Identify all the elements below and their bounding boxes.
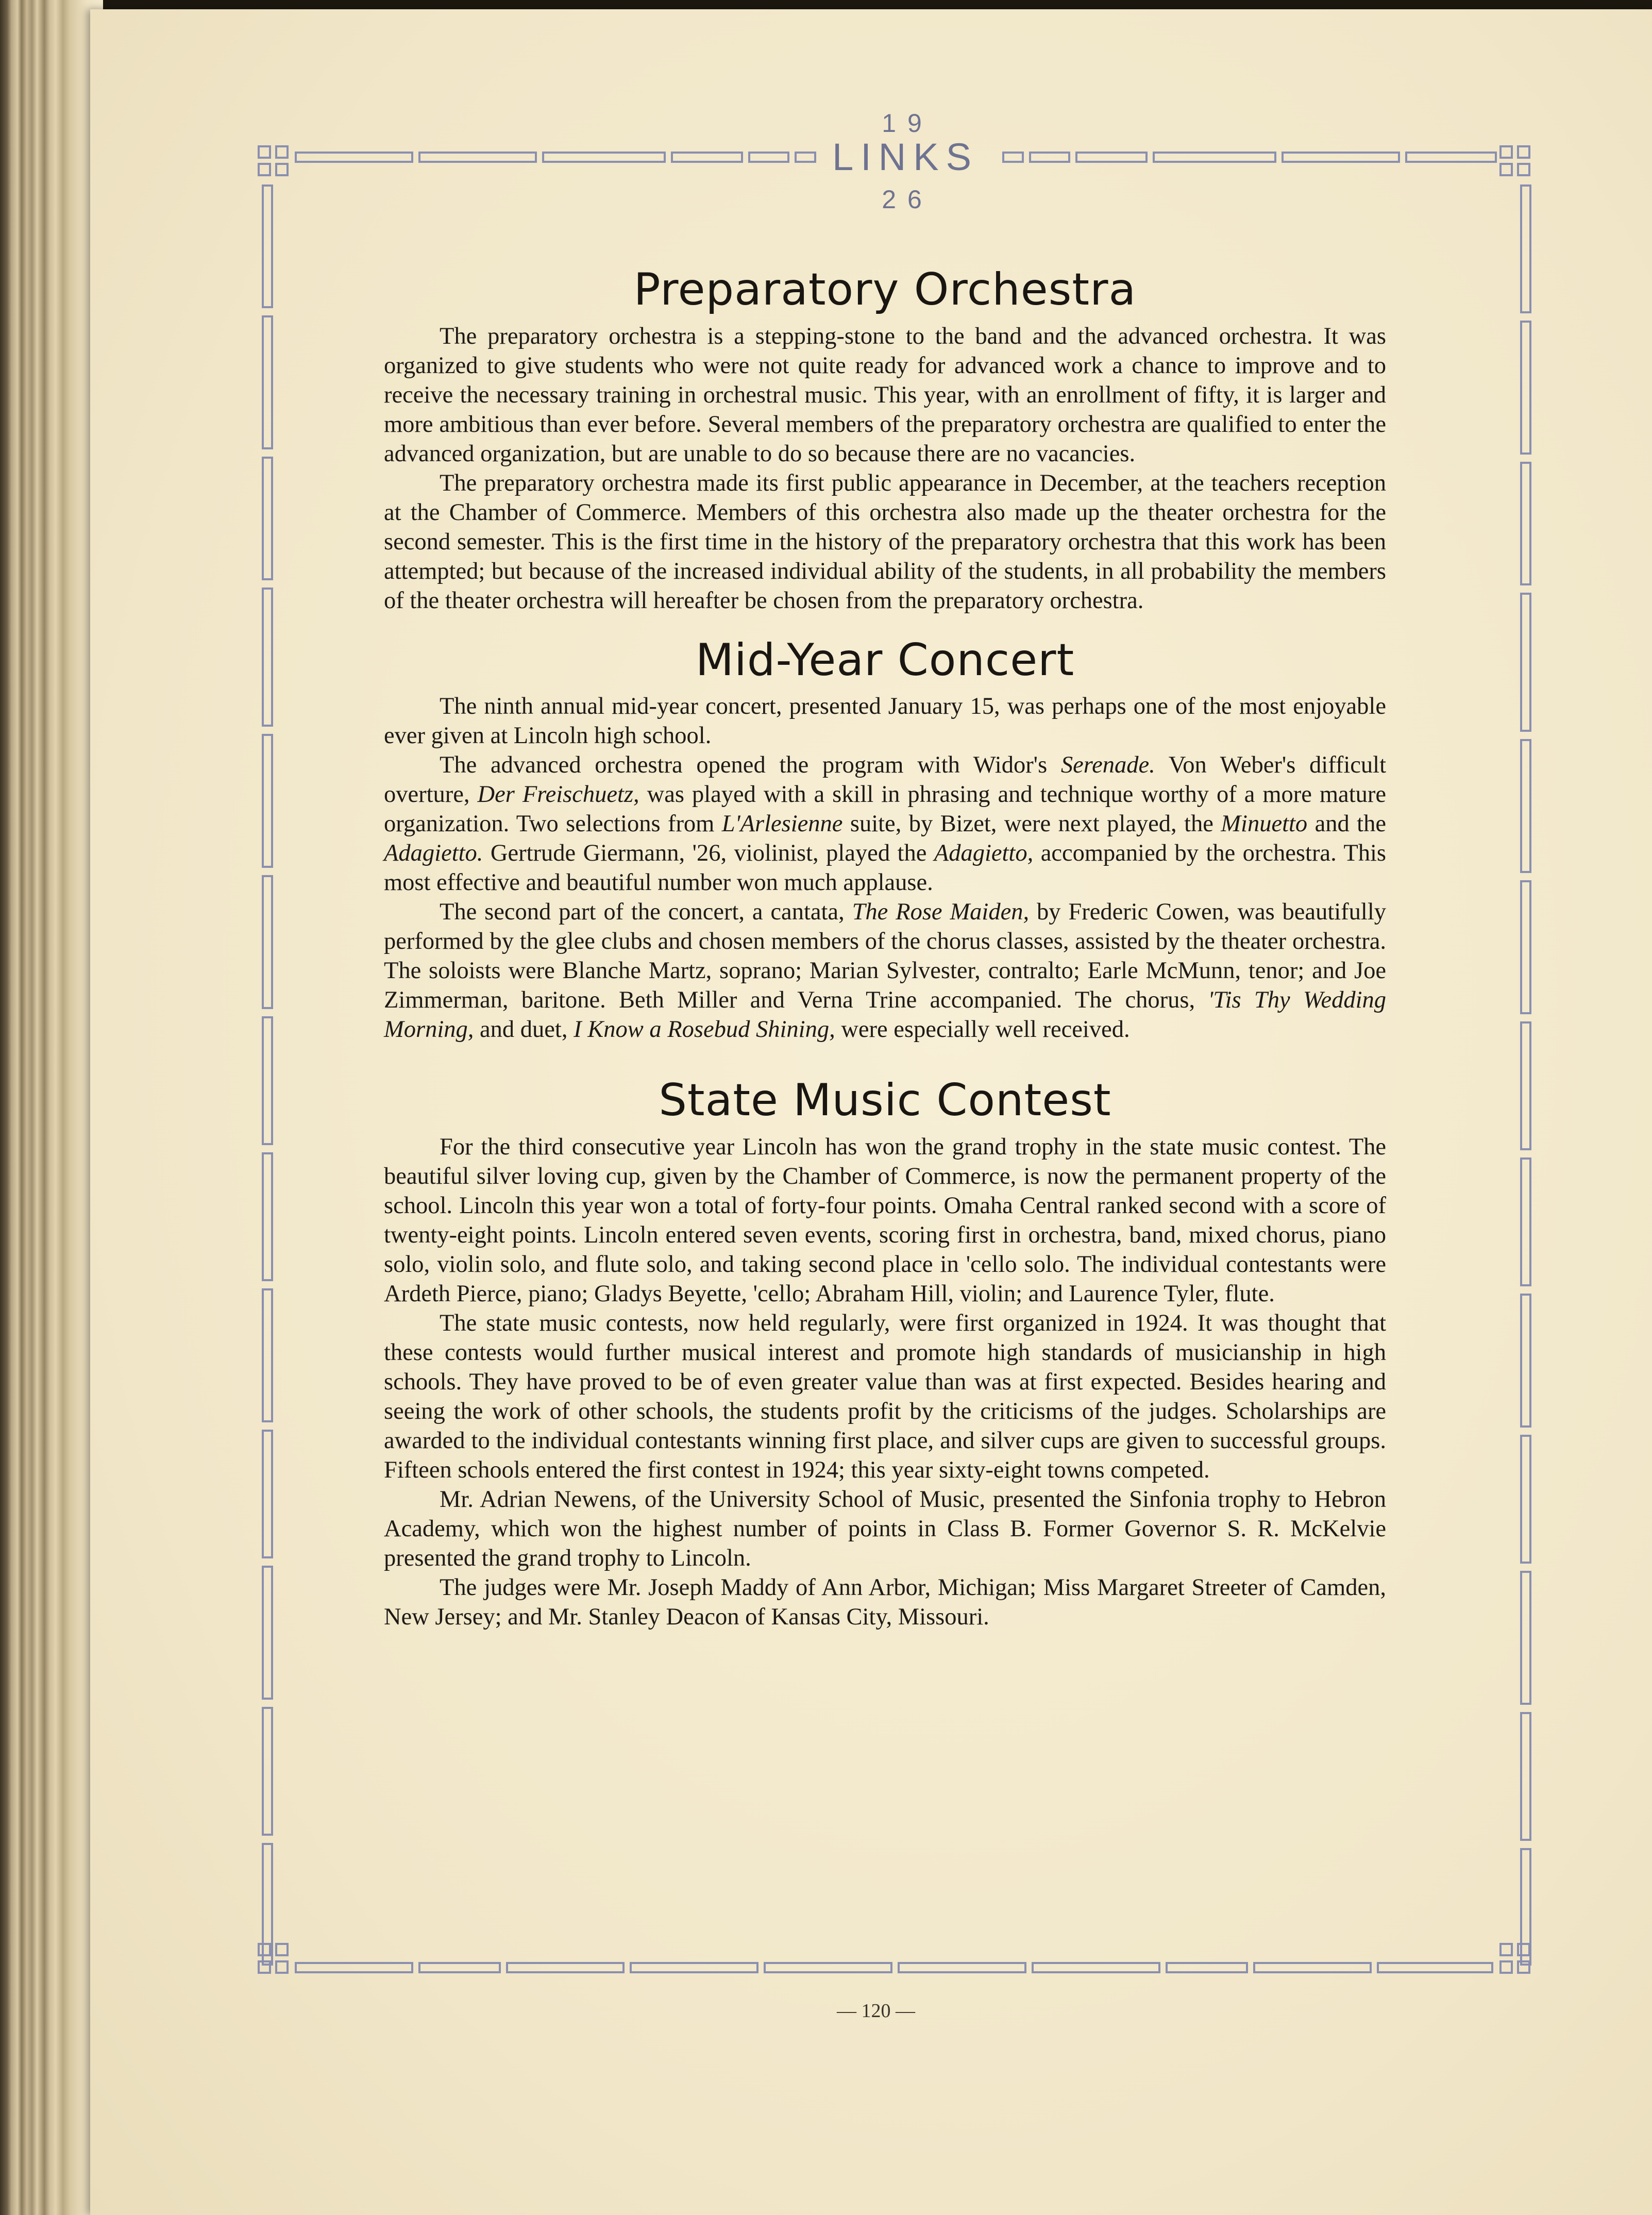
border-left-rule [260,184,275,1973]
paragraph-concert-1: The ninth annual mid-year concert, presented January 15, was perhaps one of the most enjoyable ever given at Lincoln high school. [384,693,1386,749]
concert-2-text-1: The advanced orchestra opened the program with Widor's [440,752,1061,779]
heading-preparatory-orchestra: Preparatory Orchestra [633,264,1137,315]
concert-2-italic-minuetto: Minuetto [1221,811,1308,837]
heading-state-music-contest: State Music Contest [659,1075,1111,1127]
concert-2-text-4: suite, by Bizet, were next played, the [842,811,1221,837]
header-year-top: 19 [882,109,933,138]
border-top-right-rule [1002,149,1502,165]
border-right-rule [1518,184,1533,1973]
paragraph-concert-2 [384,750,1386,897]
header-year-bottom: 26 [882,185,933,214]
concert-2-italic-arlesienne: L'Arlesienne [721,811,843,837]
paragraph-contest-2: The state music contests, now held regularly, were first organized in 1924. It was thought that these contests would further musical interest and promote high standards of musicianship in high schools. They have proved to be of even greater value than was at first expected. Besides hearing and seeing the work of other schools, the students profit by the criticisms of the judges. Scholarships are awarded to the individual contestants winning first place, and silver cups are given to successful groups. Fifteen schools entered the first contest in 1924; this year sixty-eight towns competed. [384,1310,1386,1483]
concert-2-italic-adagietto: Adagietto. [384,840,483,867]
border-bottom-rule [295,1960,1498,1975]
concert-3-text-1: The second part of the concert, a cantata, [440,899,852,926]
concert-3-text-4: were especially well received. [835,1016,1130,1043]
paragraph-contest-3: Mr. Adrian Newens, of the University School of Music, presented the Sinfonia trophy to Hebron Academy, which won the highest number of points in Class B. Former Governor S. R. McKelvie presented the grand trophy to Lincoln. [384,1486,1386,1571]
concert-3-italic-rose-maiden: The Rose Maiden, [852,899,1030,926]
concert-2-text-6: Gertrude Giermann, '26, violinist, played the [483,840,934,867]
paragraph-preparatory-1: The preparatory orchestra is a stepping-stone to the band and the advanced orchestra. It was organized to give students who were not quite ready for advanced work a chance to improve and to receive the necessary training in orchestral music. This year, with an enrollment of fifty, it is larger and more ambitious than ever before. Several members of the preparatory orchestra are qualified to enter the advanced organization, but are unable to do so because there are no vacancies. [384,323,1386,467]
paragraph-contest-1: For the third consecutive year Lincoln has won the grand trophy in the state music contest. The beautiful silver loving cup, given by the Chamber of Commerce, is now the permanent property of the school. Lincoln this year won a total of forty-four points. Omaha Central ranked second with a score of twenty-eight points. Lincoln entered seven events, scoring first in orchestra, band, mixed chorus, piano solo, violin solo, and flute solo, and taking second place in 'cello solo. The individual contestants were Ardeth Pierce, piano; Gladys Beyette, 'cello; Abraham Hill, violin; and Laurence Tyler, flute. [384,1133,1386,1307]
page-content [384,265,1386,1632]
paragraph-concert-3 [384,897,1386,1044]
concert-2-text-3: was played with a skill in phrasing and technique worthy of a more mature organization. Two selections from [384,781,1386,837]
concert-3-italic-wedding-morning: 'Tis Thy Wedding Morning, [384,987,1386,1043]
concert-2-text-5: and the [1307,811,1386,837]
concert-3-italic-rosebud: I Know a Rosebud Shining, [574,1016,835,1043]
header-title: LINKS [832,136,979,178]
border-corner-top-right [1499,145,1531,177]
border-corner-top-left [258,145,290,177]
heading-mid-year-concert: Mid-Year Concert [695,634,1075,686]
concert-2-italic-adagietto-2: Adagietto, [934,840,1034,867]
concert-3-text-2: by Frederic Cowen, was beautifully performed by the glee clubs and chosen members of the chorus classes, assisted by the theater orchestra. The soloists were Blanche Martz, soprano; Marian Sylvester, contralto; Earle McMunn, tenor; and Joe Zimmerman, baritone. Beth Miller and Verna Trine accompanied. The chorus, [384,899,1386,1014]
book-page-edges [0,0,103,2215]
page-top-edge [90,0,1652,9]
concert-3-text-3: and duet, [474,1016,574,1043]
paragraph-preparatory-2: The preparatory orchestra made its first public appearance in December, at the teachers reception at the Chamber of Commerce. Members of this orchestra also made up the theater orchestra for the second semester. This is the first time in the history of the preparatory orchestra that this work has been attempted; but because of the increased individual ability of the students, in all probability the members of the theater orchestra will hereafter be chosen from the preparatory orchestra. [384,469,1386,614]
concert-2-italic-serenade: Serenade. [1060,752,1155,779]
concert-2-italic-freischuetz: Der Freischuetz, [477,781,639,808]
page-number: — 120 — [837,2000,915,2022]
concert-2-text-2: Von Weber's difficult overture, [384,752,1386,808]
border-top-left-rule [295,149,821,165]
concert-2-text-7: accompanied by the orchestra. This most effective and beautiful number won much applause. [384,840,1386,896]
paragraph-contest-4: The judges were Mr. Joseph Maddy of Ann Arbor, Michigan; Miss Margaret Streeter of Camden, New Jersey; and Mr. Stanley Deacon of Kansas City, Missouri. [384,1574,1386,1630]
